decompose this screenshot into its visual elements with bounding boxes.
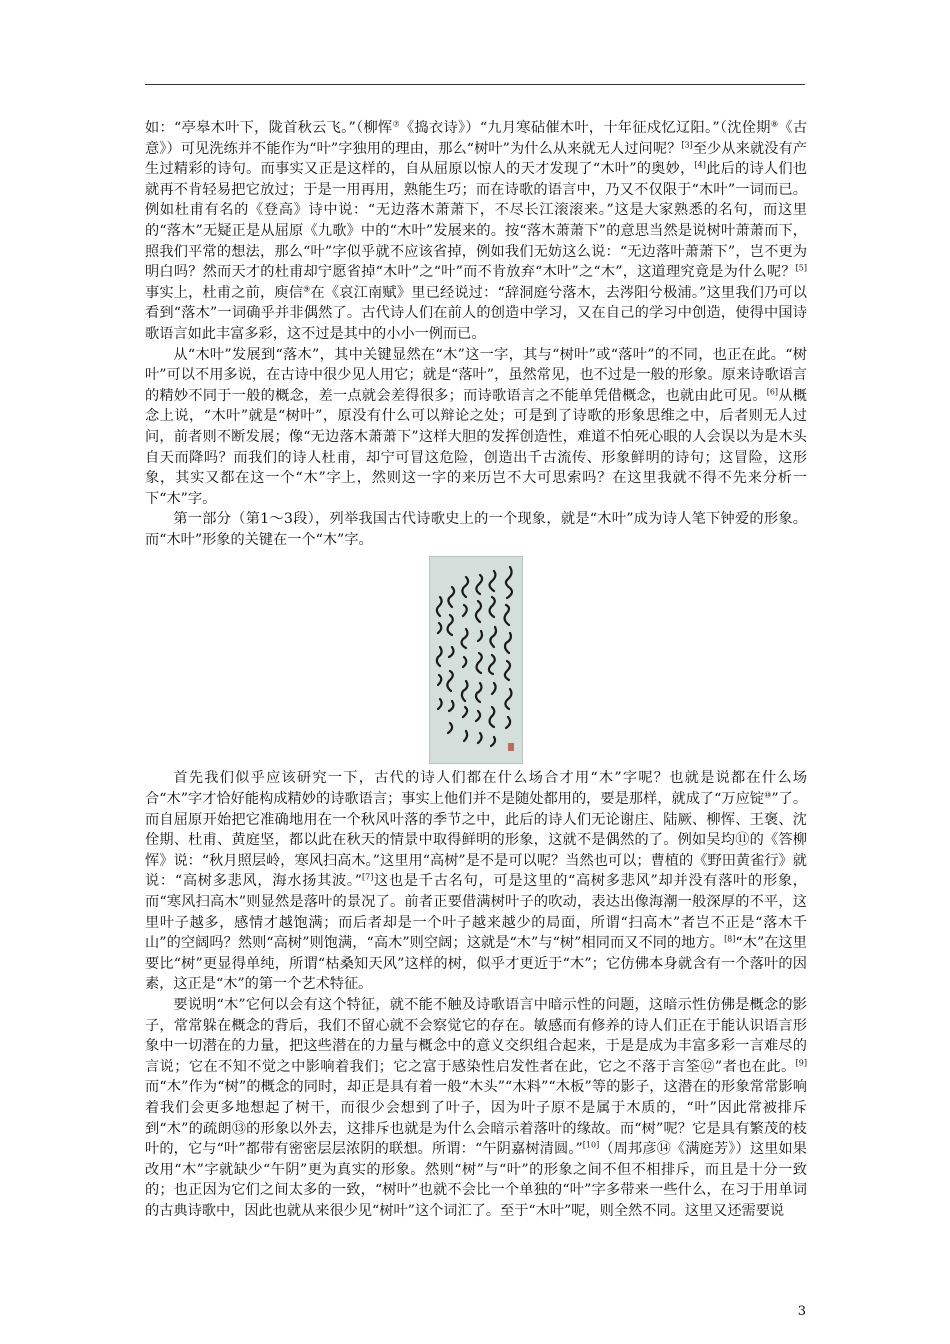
- paragraph-2: [145, 345, 807, 510]
- footnote-marker: ⑦: [392, 119, 400, 129]
- footnote-marker: [8]: [724, 934, 736, 944]
- paragraph-5: [145, 995, 807, 1222]
- page-number: 3: [797, 1304, 806, 1319]
- paragraph-1: [145, 118, 807, 345]
- calligraphy-strokes: [430, 557, 522, 763]
- paragraph-text: 如：“亭皋木叶下，陇首秋云飞。”（柳恽: [145, 120, 393, 136]
- paragraph-text: 从概念上说，“木叶”就是“树叶”，原没有什么可以辩论之处；可是到了诗歌的形象思维之中，后者则无人过问，前者则不断发展；像“无边落木萧萧下”这样大胆的发挥创造性，难道不怕死心眼的人会误以为是木头自天而降吗？而我们的诗人杜甫，却宁可冒这危险，创造出千古流传、形象鲜明的诗句；这冒险，这形象，其实又都在这一个“木”字上，然则这一字的来历岂不大可思索吗？在这里我就不得不先来分析一下“木”字。: [145, 387, 807, 507]
- calligraphy-image: [429, 556, 523, 764]
- paragraph-text: 在《哀江南赋》里已经说过：“辞洞庭兮落木，去涔阳兮极浦。”这里我们乃可以看到“落木”一词确乎并非偶然了。古代诗人们在前人的创造中学习，又在自己的学习中创造，使得中国诗歌语言如此丰富多彩，这不过是其中的小小一例而已。: [145, 284, 807, 342]
- page-content: [145, 118, 807, 1222]
- footnote-marker: [6]: [766, 386, 779, 396]
- footnote-marker: ⑩: [764, 790, 772, 800]
- paragraph-text: 第一部分（第1～3段），列举我国古代诗歌史上的一个现象，就是“木叶”成为诗人笔下钟爱的形象。而“木叶”形象的关键在一个“木”字。: [145, 511, 807, 548]
- paragraph-text: 事实上，杜甫之前，庾信: [145, 284, 304, 301]
- footnote-marker: [9]: [795, 1058, 807, 1068]
- paragraph-text: 从“木叶”发展到“落木”，其中关键显然在“木”这一字，其与“树叶”或“落叶”的不同，也正在此。“树叶”可以不用多说，在古诗中很少见人用它；就是“落叶”，虽然常见，也不过是一般的形象。原来诗歌语言的精妙不同于一般的概念，差一点就会差得很多；而诗歌语言之不能单凭借概念，也就由此可见。: [145, 346, 807, 404]
- header-rule: [145, 84, 805, 85]
- footnote-marker: [10]: [582, 1140, 600, 1150]
- paragraph-4: [145, 768, 807, 995]
- paragraph-text: “木”在这里要比“树”更显得单纯，所谓“枯桑知天风”这样的树，似乎才更近于“木”；它仿佛本身就含有一个落叶的因素，这正是“木”的第一个艺术特征。: [145, 935, 807, 993]
- paragraph-text: 至少从来就没有产生过精彩的诗句。而事实又正是这样的，自从屈原以惊人的天才发现了“木叶”的奥妙，: [145, 140, 807, 178]
- paragraph-text: ”了。而自屈原开始把它准确地用在一个秋风叶落的季节之中，此后的诗人们无论谢庄、陆厥、柳恽、王褒、沈佺期、杜甫、黄庭坚，都以此在秋天的情景中取得鲜明的形象，这就不是偶然的了。例如吴均⑪的《答柳恽》说：“秋月照层岭，寒风扫高木。”这里用“高树”是不是可以呢？当然也可以；曹植的《野田黄雀行》就说：“高树多悲风，海水扬其波。”: [145, 791, 808, 890]
- paragraph-text: 首先我们似乎应该研究一下，古代的诗人们都在什么场合才用“木”字呢？也就是说都在什么场合“木”字才恰好能构成精妙的诗歌语言；事实上他们并不是随处都用的，要是那样，就成了“万应锭: [145, 770, 807, 808]
- paragraph-text: 《古意》）可见洗练并不能作为“叶”字独用的理由，那么“树叶”为什么从来就无人过问呢？: [145, 120, 808, 157]
- paragraph-text: 《捣衣诗》）“九月寒砧催木叶，十年征戍忆辽阳。”（沈佺期: [399, 120, 771, 136]
- footnote-marker: [4]: [694, 160, 706, 170]
- footnote-marker: [3]: [681, 139, 693, 149]
- footnote-marker: [5]: [795, 263, 807, 273]
- paragraph-3: [145, 509, 807, 550]
- paragraph-text: 而“木”作为“树”的概念的同时，却正是具有着一般“木头”“木料”“木板”等的影子，这潜在的形象常常影响着我们会更多地想起了树干，而很少会想到了叶子，因为叶子原不是属于木质的，“叶”因此常被排斥到“木”的疏朗⑬的形象以外去，这排斥也就是为什么会暗示着落叶的缘故。而“树”呢？它是具有繁茂的枝叶的，它与“叶”都带有密密层层浓阴的联想。所谓：“午阴嘉树清圆。”: [145, 1079, 807, 1158]
- paragraph-text: （周邦彦⑭《满庭芳》）这里如果改用“木”字就缺少“午阴”更为真实的形象。然则“树”与“叶”的形象之间不但不相排斥，而且是十分一致的；也正因为它们之间太多的一致，“树叶”也就不会比一个单独的“叶”字多带来一些什么，在习于用单词的古典诗歌中，因此也就从来很少见“树叶”这个词汇了。至于“木叶”呢，则全然不同。这里又还需要说: [145, 1141, 807, 1219]
- paragraph-text: 这也是千古名句，可是这里的“高树多悲风”却并没有落叶的形象，而“寒风扫高木”则显然是落叶的景况了。前者正要借满树叶子的吹动，表达出像海潮一般深厚的不平，这里叶子越多，感情才越饱满；而后者却是一个叶子越来越少的局面，所谓“扫高木”者岂不正是“落木千山”的空阔吗？然则“高树”则饱满，“高木”则空阔；这就是“木”与“树”相同而又不同的地方。: [145, 873, 807, 952]
- footnote-marker: ⑨: [303, 284, 311, 294]
- footnote-marker: ⑧: [770, 119, 779, 129]
- paragraph-text: 要说明“木”它何以会有这个特征，就不能不触及诗歌语言中暗示性的问题，这暗示性仿佛是概念的影子，常常躲在概念的背后，我们不留心就不会察觉它的存在。敏感而有修养的诗人们正在于能认识语言形象中一切潜在的力量，把这些潜在的力量与概念中的意义交织组合起来，于是是成为丰富多彩一言难尽的言说；它在不知不觉之中影响着我们；它之富于感染性启发性者在此，它之不落于言筌⑫”者也在此。: [145, 997, 807, 1075]
- paragraph-text: 此后的诗人们也就再不肯轻易把它放过；于是一用再用，熟能生巧；而在诗歌的语言中，乃又不仅限于“木叶”一词而已。例如杜甫有名的《登高》诗中说：“无边落木萧萧下，不尽长江滚滚来。”这是大家熟悉的名句，而这里的“落木”无疑正是从屈原《九歌》中的“木叶”发展来的。按“落木萧萧下”的意思当然是说树叶萧萧而下，照我们平常的想法，那么“叶”字似乎就不应该省掉，例如我们无妨这么说：“无边落叶萧萧下”，岂不更为明白吗？然而天才的杜甫却宁愿省掉“木叶”之“叶”而不肯放弃“木叶”之“木”，这道理究竟是为什么呢？: [145, 161, 808, 281]
- footnote-marker: [7]: [361, 872, 374, 882]
